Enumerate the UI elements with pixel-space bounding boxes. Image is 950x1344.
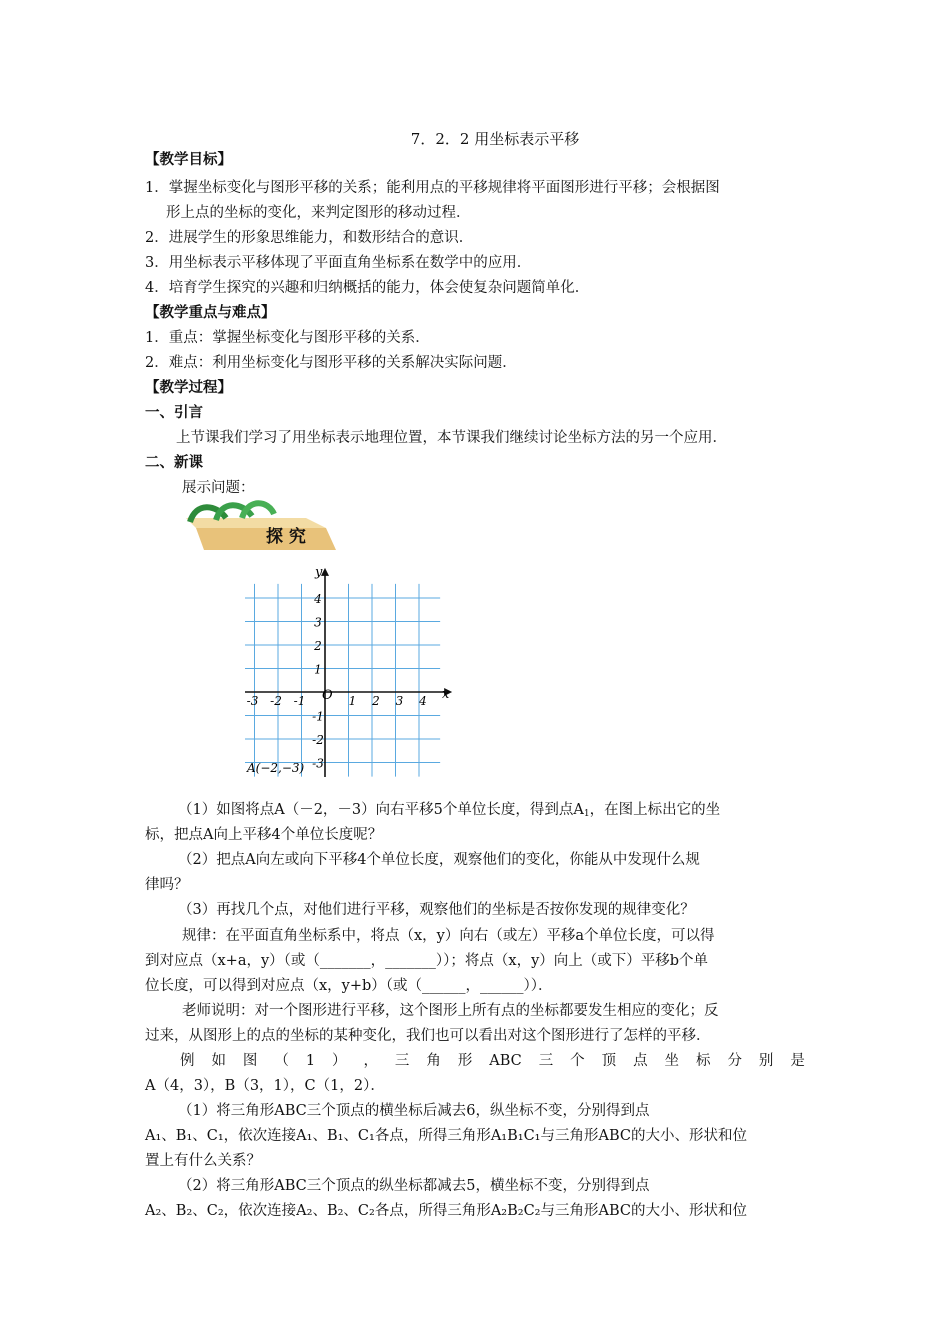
rule-line-1: 规律：在平面直角坐标系中，将点（x，y）向右（或左）平移a个单位长度，可以得 <box>182 928 715 944</box>
coordinate-grid <box>245 562 470 777</box>
question-1-line-2: 标，把点A向上平移4个单位长度呢？ <box>145 827 383 843</box>
goal-2: 2．进展学生的形象思维能力，和数形结合的意识． <box>145 230 474 246</box>
example-word: ） <box>332 1053 347 1069</box>
rule-line-3: 位长度，可以得到对应点（x，y+b）（或（______，______））． <box>145 978 553 994</box>
example-word: 图 <box>242 1053 258 1069</box>
intro-text: 上节课我们学习了用坐标表示地理位置，本节课我们继续讨论坐标方法的另一个应用． <box>176 430 727 446</box>
show-problem: 展示问题： <box>182 480 255 496</box>
x-tick-label: 3 <box>395 694 404 708</box>
key-2: 2．难点：利用坐标变化与图形平移的关系解决实际问题． <box>145 355 517 371</box>
x-tick-label: -1 <box>293 694 306 708</box>
grid-lines <box>245 584 440 777</box>
teacher-note-line-2: 过来，从图形上的点的坐标的某种变化，我们也可以看出对这个图形进行了怎样的平移． <box>145 1028 711 1044</box>
goal-1-cont: 形上点的坐标的变化，来判定图形的移动过程． <box>166 205 471 221</box>
x-axis-label: x <box>442 687 450 702</box>
example-word: 是 <box>790 1053 805 1069</box>
process-heading: 【教学过程】 <box>145 379 232 396</box>
intro-heading: 一、引言 <box>145 404 203 421</box>
example-word: 点 <box>633 1053 648 1069</box>
x-tick-label: 1 <box>348 694 357 708</box>
example-word: 顶 <box>601 1053 617 1069</box>
explore-banner <box>186 500 336 554</box>
y-tick-label: 4 <box>314 592 322 606</box>
y-axis-label: y <box>315 565 323 580</box>
part-1-line-3: 置上有什么关系？ <box>145 1153 261 1169</box>
question-2-line-2: 律吗？ <box>145 877 189 893</box>
example-word: 三 <box>394 1053 410 1069</box>
rule-line-2: 到对应点（x+a，y）（或（_______，_______））；将点（x，y）向上（或下）平移b个单 <box>145 953 709 969</box>
key-1: 1．重点：掌握坐标变化与图形平移的关系． <box>145 330 430 346</box>
q1-subscript: 1 <box>583 809 590 819</box>
banner-label: 探 究 <box>266 527 306 547</box>
goal-4: 4．培育学生探究的兴趣和归纳概括的能力，体会使复杂问题简单化． <box>145 280 590 296</box>
goals-heading: 【教学目标】 <box>145 151 232 168</box>
teacher-note-line-1: 老师说明：对一个图形进行平移，这个图形上所有点的坐标都要发生相应的变化；反 <box>182 1003 719 1019</box>
x-tick-label: 2 <box>372 694 380 708</box>
y-tick-label: -2 <box>312 733 324 747</box>
new-heading: 二、新课 <box>145 454 203 471</box>
x-tick-label: -3 <box>246 694 259 708</box>
q1-text-end: ，在图上标出它的坐 <box>589 802 721 818</box>
question-2-line-1: （2）把点A向左或向下平移4个单位长度，观察他们的变化，你能从中发现什么规 <box>178 852 700 868</box>
example-word: ABC <box>489 1053 522 1069</box>
example-word: 别 <box>758 1053 774 1069</box>
example-word: 三 <box>538 1053 554 1069</box>
key-heading: 【教学重点与难点】 <box>145 304 276 321</box>
example-word: 如 <box>211 1053 226 1069</box>
example-word: （ <box>274 1053 289 1069</box>
example-word: 例 <box>180 1053 195 1069</box>
y-tick-label: 2 <box>314 639 322 653</box>
example-word: ， <box>363 1053 378 1069</box>
example-word: 标 <box>695 1053 711 1069</box>
question-3: （3）再找几个点，对他们进行平移，观察他们的坐标是否按你发现的规律变化？ <box>178 902 695 918</box>
part-1-line-2: A₁、B₁、C₁，依次连接A₁、B₁、C₁各点，所得三角形A₁B₁C₁与三角形ABC的大小、形状和位 <box>145 1128 747 1144</box>
part-2-line-2: A₂、B₂、C₂，依次连接A₂、B₂、C₂各点，所得三角形A₂B₂C₂与三角形ABC的大小、形状和位 <box>145 1203 747 1219</box>
x-tick-label: -2 <box>270 694 282 708</box>
example-word: 个 <box>570 1053 585 1069</box>
example-word: 1 <box>305 1053 316 1069</box>
origin-label: O <box>322 688 333 703</box>
y-tick-label: -3 <box>312 756 324 771</box>
y-tick-label: -1 <box>312 709 324 724</box>
goal-3: 3．用坐标表示平移体现了平面直角坐标系在数学中的应用． <box>145 255 532 271</box>
arrow-icon <box>242 503 274 518</box>
question-1-line-1 <box>178 800 720 824</box>
q1-text: （1）如图将点A（－2，－3）向右平移5个单位长度，得到点A <box>178 802 584 818</box>
example-word: 角 <box>426 1053 441 1069</box>
goal-1: 1．掌握坐标变化与图形平移的关系；能利用点的平移规律将平面图形进行平移；会根据图 <box>145 180 720 196</box>
example-word: 形 <box>457 1053 473 1069</box>
y-tick-label: 3 <box>314 615 322 630</box>
point-a-label: A(−2,−3) <box>247 761 305 775</box>
part-1-line-1: （1）将三角形ABC三个顶点的横坐标后减去6，纵坐标不变，分别得到点 <box>178 1103 650 1119</box>
example-line-2: A（4，3），B（3，1），C（1，2）． <box>145 1078 385 1094</box>
x-tick-label: 4 <box>419 694 427 708</box>
y-tick-label: 1 <box>314 662 322 677</box>
example-word: 坐 <box>664 1053 680 1069</box>
page-title: 7．2．2 用坐标表示平移 <box>410 130 580 148</box>
example-word: 分 <box>727 1053 742 1069</box>
example-line-1 <box>180 1051 805 1071</box>
part-2-line-1: （2）将三角形ABC三个顶点的纵坐标都减去5，横坐标不变，分别得到点 <box>178 1178 650 1194</box>
tick-labels <box>247 592 427 771</box>
